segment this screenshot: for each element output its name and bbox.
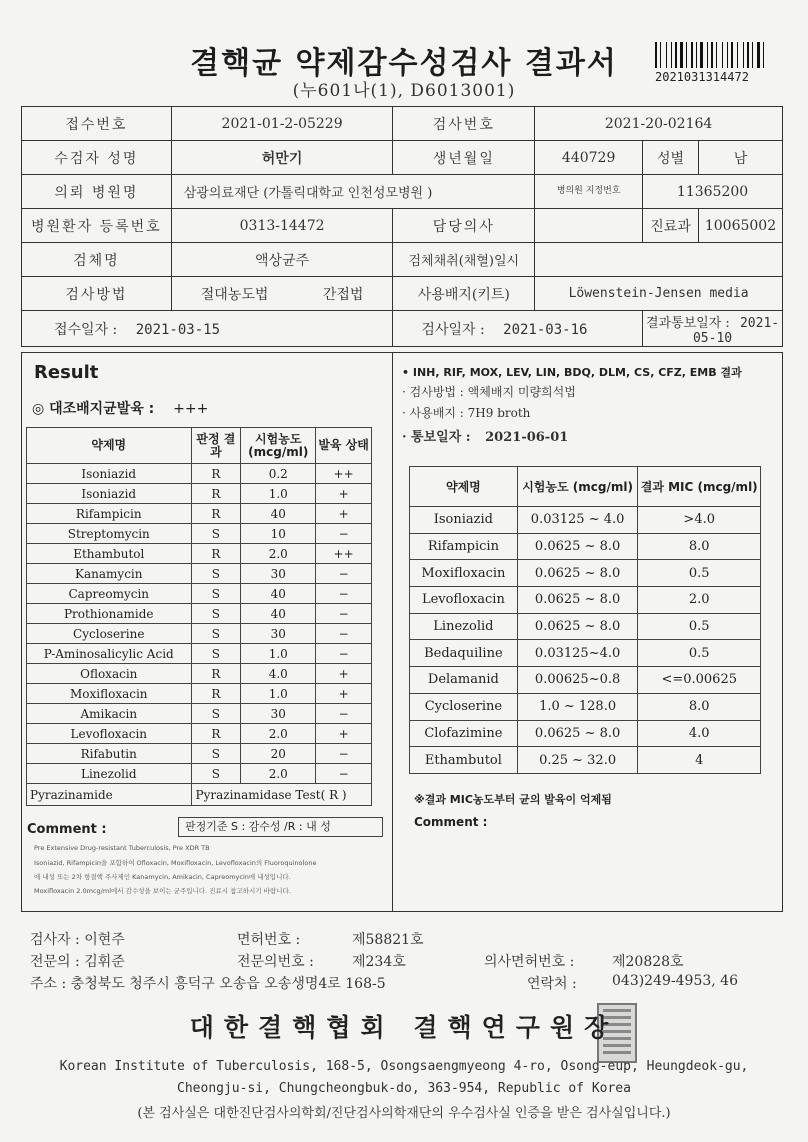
mic-report-date xyxy=(402,426,568,445)
test-conc: 20 xyxy=(241,744,316,764)
mic-drug-name: Ethambutol xyxy=(410,747,518,774)
drug-name: Capreomycin xyxy=(27,584,192,604)
dept-label: 진료과 xyxy=(643,209,699,243)
mic-drug-name: Levofloxacin xyxy=(410,587,518,614)
dob-label: 생년월일 xyxy=(393,141,535,175)
table-row xyxy=(27,704,372,724)
sex-label: 성별 xyxy=(643,141,699,175)
mic-test-range: 0.0625 ~ 8.0 xyxy=(517,587,638,614)
certification-note: (본 검사실은 대한진단검사의학회/진단검사의학재단의 우수검사실 인증을 받은 검사실입니다.) xyxy=(137,1106,671,1121)
mic-report-label: · 통보일자 : xyxy=(402,430,471,445)
specialist-no: 제234호 xyxy=(352,954,406,970)
doctor-label: 담당의사 xyxy=(393,209,535,243)
mic-test-range: 0.03125~4.0 xyxy=(517,640,638,667)
mic-drug-name: Cycloserine xyxy=(410,693,518,720)
test-conc: 0.2 xyxy=(241,464,316,484)
judgement: R xyxy=(191,684,241,704)
mic-result: 8.0 xyxy=(638,533,761,560)
test-conc: 40 xyxy=(241,504,316,524)
barcode-image xyxy=(655,42,773,68)
collection-value xyxy=(535,243,783,277)
mic-drug-name: Linezolid xyxy=(410,613,518,640)
drug-name: Ofloxacin xyxy=(27,664,192,684)
growth-status: − xyxy=(316,764,372,784)
judgement-criteria: 판정기준 S : 감수성 /R : 내 성 xyxy=(178,817,383,837)
table-row xyxy=(27,584,372,604)
growth-status: − xyxy=(316,564,372,584)
table-row xyxy=(410,507,761,534)
growth-status: − xyxy=(316,644,372,664)
test-conc: 1.0 xyxy=(241,484,316,504)
received-value: 2021-03-15 xyxy=(135,321,221,338)
received-date xyxy=(22,311,393,347)
growth-status: − xyxy=(316,524,372,544)
test-no-label: 검사번호 xyxy=(393,107,535,141)
drug-name: Linezolid xyxy=(27,764,192,784)
receipt-no-label: 접수번호 xyxy=(22,107,172,141)
mic-result: 0.5 xyxy=(638,640,761,667)
address: 주소 : 충청북도 청주시 흥덕구 오송읍 오송생명4로 168-5 xyxy=(30,976,386,992)
growth-status: − xyxy=(316,744,372,764)
growth-status: − xyxy=(316,584,372,604)
table-row xyxy=(27,604,372,624)
mic-header: • INH, RIF, MOX, LEV, LIN, BDQ, DLM, CS, CFZ, EMB 결과 xyxy=(402,366,742,379)
susceptibility-table xyxy=(26,427,372,806)
specimen-label: 검체명 xyxy=(22,243,172,277)
test-conc: 30 xyxy=(241,704,316,724)
specialist-no-label: 전문의번호 : xyxy=(237,954,314,970)
test-conc: 2.0 xyxy=(241,544,316,564)
drug-name: Kanamycin xyxy=(27,564,192,584)
mic-drug-name: Clofazimine xyxy=(410,720,518,747)
mic-drug-name: Isoniazid xyxy=(410,507,518,534)
mic-method: · 검사방법 : 액체배지 미량희석법 xyxy=(402,385,576,399)
mic-col-drug: 약제명 xyxy=(410,467,518,507)
english-address-2: Cheongju-si, Chungcheongbuk-do, 363-954, Republic of Korea xyxy=(177,1081,631,1096)
test-conc: 1.0 xyxy=(241,684,316,704)
test-conc: 2.0 xyxy=(241,724,316,744)
control-growth xyxy=(32,398,208,418)
dept-value: 10065002 xyxy=(698,209,782,243)
mic-medium: · 사용배지 : 7H9 broth xyxy=(402,406,531,420)
table-row xyxy=(410,640,761,667)
mic-report-value: 2021-06-01 xyxy=(485,430,569,445)
table-row xyxy=(410,587,761,614)
drug-name: Isoniazid xyxy=(27,484,192,504)
method-absolute: 절대농도법 xyxy=(200,286,269,303)
control-growth-label: ◎ 대조배지균발육 : xyxy=(32,401,155,417)
doctor-value xyxy=(535,209,643,243)
specimen-value: 액상균주 xyxy=(171,243,393,277)
dob-value: 440729 xyxy=(535,141,643,175)
method-value xyxy=(171,277,393,311)
mic-test-range: 0.0625 ~ 8.0 xyxy=(517,560,638,587)
growth-status: − xyxy=(316,704,372,724)
mic-note: ※결과 MIC농도부터 균의 발육이 억제됨 xyxy=(414,793,612,806)
hospital-code-label: 병의원 지정번호 xyxy=(535,175,643,209)
growth-status: ++ xyxy=(316,544,372,564)
judgement: S xyxy=(191,564,241,584)
mic-result: 4 xyxy=(638,747,761,774)
table-row xyxy=(410,747,761,774)
reg-no-value: 0313-14472 xyxy=(171,209,393,243)
comment-line-1: Pre Extensive Drug-resistant Tuberculosis, Pre XDR TB xyxy=(34,844,210,852)
table-row xyxy=(410,533,761,560)
drug-name: Amikacin xyxy=(27,704,192,724)
table-row xyxy=(410,693,761,720)
col-drug-name: 약제명 xyxy=(27,428,192,464)
sex-value: 남 xyxy=(698,141,782,175)
judgement: R xyxy=(191,504,241,524)
table-row xyxy=(27,524,372,544)
table-row xyxy=(27,764,372,784)
test-conc: 40 xyxy=(241,584,316,604)
mic-comment-label: Comment : xyxy=(414,815,488,829)
judgement: S xyxy=(191,604,241,624)
doctor-license-label: 의사면허번호 : xyxy=(484,954,575,970)
mic-test-range: 0.0625 ~ 8.0 xyxy=(517,720,638,747)
drug-name: Moxifloxacin xyxy=(27,684,192,704)
contact: 043)249-4953, 46 xyxy=(612,973,738,989)
contact-label: 연락처 : xyxy=(527,976,577,992)
pyrazinamide-result: Pyrazinamidase Test( R ) xyxy=(191,784,371,806)
table-row xyxy=(410,613,761,640)
received-label: 접수일자 : xyxy=(54,321,118,338)
license-label: 면허번호 : xyxy=(237,932,301,948)
drug-name: Cycloserine xyxy=(27,624,192,644)
table-row xyxy=(27,744,372,764)
table-row xyxy=(27,664,372,684)
receipt-no-value: 2021-01-2-05229 xyxy=(171,107,393,141)
drug-name: Levofloxacin xyxy=(27,724,192,744)
test-conc: 30 xyxy=(241,564,316,584)
patient-info-table xyxy=(21,106,783,347)
judgement: R xyxy=(191,484,241,504)
doctor-license: 제20828호 xyxy=(612,954,684,970)
method-indirect: 간접법 xyxy=(322,286,364,303)
drug-name: Rifabutin xyxy=(27,744,192,764)
reg-no-label: 병원환자 등록번호 xyxy=(22,209,172,243)
growth-status: − xyxy=(316,604,372,624)
hospital-value: 삼광의료재단 (가톨릭대학교 인천성모병원 ) xyxy=(171,175,534,209)
tested-date xyxy=(393,311,643,347)
result-comment-label: Comment : xyxy=(27,822,107,837)
mic-result: 4.0 xyxy=(638,720,761,747)
mic-test-range: 1.0 ~ 128.0 xyxy=(517,693,638,720)
table-row xyxy=(27,484,372,504)
judgement: S xyxy=(191,764,241,784)
mic-result: 8.0 xyxy=(638,693,761,720)
drug-name: Ethambutol xyxy=(27,544,192,564)
tested-label: 검사일자 : xyxy=(421,321,485,338)
mic-test-range: 0.00625~0.8 xyxy=(517,667,638,694)
test-conc: 30 xyxy=(241,624,316,644)
judgement: R xyxy=(191,464,241,484)
test-conc: 4.0 xyxy=(241,664,316,684)
mic-result: >4.0 xyxy=(638,507,761,534)
license-no: 제58821호 xyxy=(352,932,424,948)
judgement: R xyxy=(191,664,241,684)
judgement: R xyxy=(191,544,241,564)
table-row xyxy=(410,560,761,587)
mic-drug-name: Delamanid xyxy=(410,667,518,694)
document-title: 결핵균 약제감수성검사 결과서 xyxy=(190,46,618,81)
drug-name: Streptomycin xyxy=(27,524,192,544)
table-row xyxy=(27,684,372,704)
test-conc: 1.0 xyxy=(241,644,316,664)
result-divider xyxy=(392,352,393,912)
medium-value: Löwenstein-Jensen media xyxy=(535,277,783,311)
document-subtitle: (누601나(1), D6013001) xyxy=(292,81,516,101)
table-row xyxy=(27,464,372,484)
judgement: S xyxy=(191,524,241,544)
drug-name: P-Aminosalicylic Acid xyxy=(27,644,192,664)
mic-result: 2.0 xyxy=(638,587,761,614)
mic-test-range: 0.25 ~ 32.0 xyxy=(517,747,638,774)
hospital-label: 의뢰 병원명 xyxy=(22,175,172,209)
growth-status: ++ xyxy=(316,464,372,484)
col-judgement: 판정 결과 xyxy=(191,428,241,464)
mic-result: 0.5 xyxy=(638,560,761,587)
patient-name-value: 허만기 xyxy=(171,141,393,175)
specialist: 전문의 : 김휘준 xyxy=(30,954,125,970)
mic-drug-name: Rifampicin xyxy=(410,533,518,560)
medium-label: 사용배지(키트) xyxy=(393,277,535,311)
reported-label: 결과통보일자 : xyxy=(645,315,730,331)
growth-status: − xyxy=(316,624,372,644)
mic-test-range: 0.0625 ~ 8.0 xyxy=(517,613,638,640)
judgement: S xyxy=(191,744,241,764)
method-label: 검사방법 xyxy=(22,277,172,311)
control-growth-value: +++ xyxy=(173,401,209,417)
comment-line-2: Isoniazid, Rifampicin을 포함하여 Ofloxacin, Moxifloxacin, Levofloxacin의 Fluoroquinolone xyxy=(34,859,317,867)
mic-drug-name: Moxifloxacin xyxy=(410,560,518,587)
drug-name: Rifampicin xyxy=(27,504,192,524)
growth-status: + xyxy=(316,484,372,504)
judgement: S xyxy=(191,624,241,644)
growth-status: + xyxy=(316,684,372,704)
col-growth: 발육 상태 xyxy=(316,428,372,464)
mic-col-conc: 시험농도 (mcg/ml) xyxy=(517,467,638,507)
mic-test-range: 0.03125 ~ 4.0 xyxy=(517,507,638,534)
judgement: R xyxy=(191,724,241,744)
pyrazinamide-name: Pyrazinamide xyxy=(27,784,192,806)
hospital-code-value: 11365200 xyxy=(643,175,783,209)
mic-result: 0.5 xyxy=(638,613,761,640)
col-test-conc: 시험농도 (mcg/ml) xyxy=(241,428,316,464)
examiner: 검사자 : 이현주 xyxy=(30,932,125,948)
patient-name-label: 수검자 성명 xyxy=(22,141,172,175)
comment-line-4: Moxifloxacin 2.0mcg/ml에서 감수성을 보이는 균주입니다. 진료시 참고하시기 바랍니다. xyxy=(34,887,291,895)
tested-value: 2021-03-16 xyxy=(503,321,588,338)
growth-status: + xyxy=(316,664,372,684)
barcode-number: 2021031314472 xyxy=(655,70,749,84)
collection-label: 검체채취(채혈)일시 xyxy=(393,243,535,277)
table-row xyxy=(410,720,761,747)
test-no-value: 2021-20-02164 xyxy=(535,107,783,141)
judgement: S xyxy=(191,584,241,604)
table-row xyxy=(27,644,372,664)
result-title: Result xyxy=(34,362,99,383)
growth-status: + xyxy=(316,504,372,524)
mic-result: <=0.00625 xyxy=(638,667,761,694)
comment-line-3: 에 내성 또는 2차 항결핵 주사제인 Kanamycin, Amikacin, Capreomycin에 내성입니다. xyxy=(34,873,291,881)
table-row xyxy=(27,544,372,564)
table-row xyxy=(27,504,372,524)
organization-name: 대한결핵협회 결핵연구원장 xyxy=(189,1013,619,1042)
judgement: S xyxy=(191,644,241,664)
mic-col-result: 결과 MIC (mcg/ml) xyxy=(638,467,761,507)
table-row xyxy=(27,624,372,644)
test-conc: 10 xyxy=(241,524,316,544)
mic-test-range: 0.0625 ~ 8.0 xyxy=(517,533,638,560)
judgement: S xyxy=(191,704,241,724)
mic-drug-name: Bedaquiline xyxy=(410,640,518,667)
reported-date xyxy=(643,311,783,347)
english-address-1: Korean Institute of Tuberculosis, 168-5, Osongsaengmyeong 4-ro, Osong-eup, Heungdeok-gu, xyxy=(59,1059,749,1074)
growth-status: + xyxy=(316,724,372,744)
test-conc: 2.0 xyxy=(241,764,316,784)
table-row xyxy=(410,667,761,694)
table-row xyxy=(27,564,372,584)
test-conc: 40 xyxy=(241,604,316,624)
drug-name: Prothionamide xyxy=(27,604,192,624)
reported-value: 2021-05-10 xyxy=(692,315,780,346)
table-row xyxy=(27,724,372,744)
drug-name: Isoniazid xyxy=(27,464,192,484)
mic-table xyxy=(409,466,761,774)
